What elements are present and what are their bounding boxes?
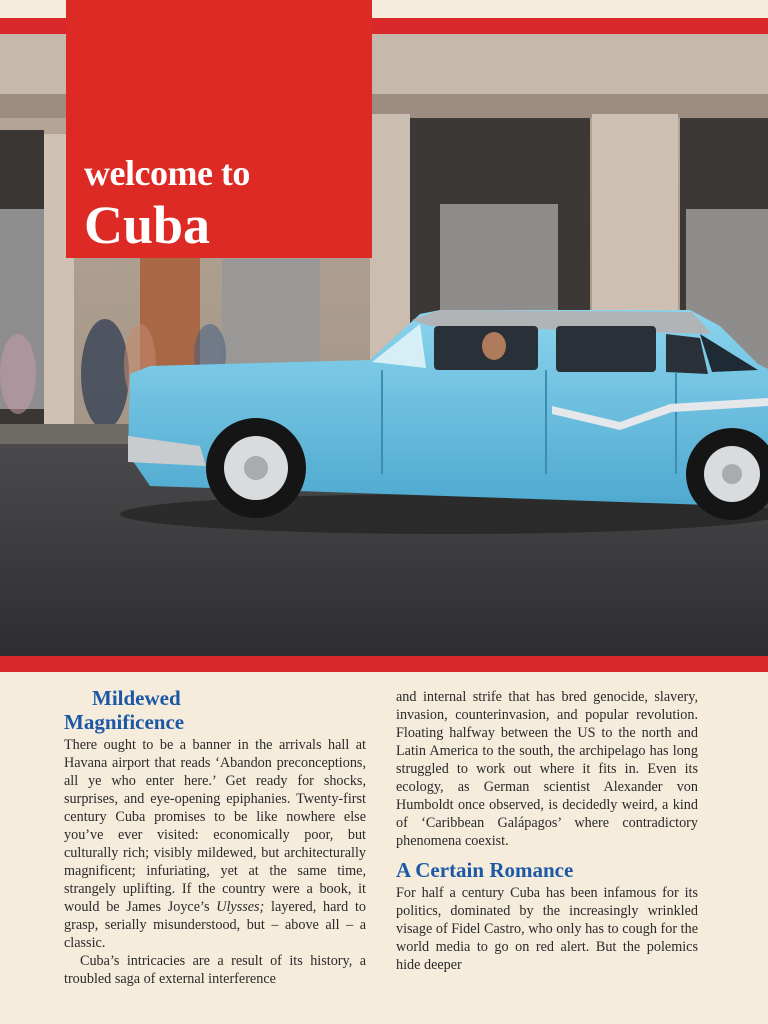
red-bar-bottom — [0, 656, 768, 672]
heading-line-2: Magnificence — [64, 710, 185, 734]
paragraph-1-end: layered, hard to grasp, serially misunderstood, but – above all – a classic. — [64, 899, 366, 951]
left-column — [64, 686, 366, 988]
title-welcome: welcome to — [84, 153, 250, 193]
paragraph-1-text: There ought to be a banner in the arrivals hall at Havana airport that reads ‘Abandon preconceptions, all ye who enter here.’ Get ready for shocks, surprises, and eye-opening epiphanies. Twenty-first century Cuba promises to be like nowhere else you’ve ever visited: economically poor, but culturally rich; visibly mildewed, but architecturally magnificent; infuriating, yet at the same time, strangely uplifting. If the country were a book, it would be James Joyce’s — [64, 737, 366, 915]
right-column — [396, 688, 698, 974]
paragraph-3: and internal strife that has bred genocide, slavery, invasion, counterinvasion, and popular revolution. Floating halfway between the US to the north and Latin America to the south, the archipelago has long struggled to work out where it fits in. Even its ecology, as German scientist Alexander von Humboldt once observed, is decidedly weird, a kind of ‘Caribbean Galápagos’ where contradictory phenomena coexist. — [396, 689, 698, 849]
paragraph-1-italic: Ulysses; — [216, 899, 265, 915]
paragraph-4: For half a century Cuba has been infamous for its politics, dominated by the increasingly wrinkled visage of Fidel Castro, who only has to cough for the world media to go on red alert. But the polemics hide deeper — [396, 885, 698, 973]
heading-a-certain-romance: A Certain Romance — [396, 858, 574, 882]
paragraph-2: Cuba’s intricacies are a result of its history, a troubled saga of external interference — [64, 953, 366, 987]
paragraph-1 — [64, 736, 366, 952]
heading-line-1: Mildewed — [92, 686, 181, 710]
title-cuba: Cuba — [84, 195, 211, 255]
heading-mildewed-magnificence — [64, 686, 366, 734]
